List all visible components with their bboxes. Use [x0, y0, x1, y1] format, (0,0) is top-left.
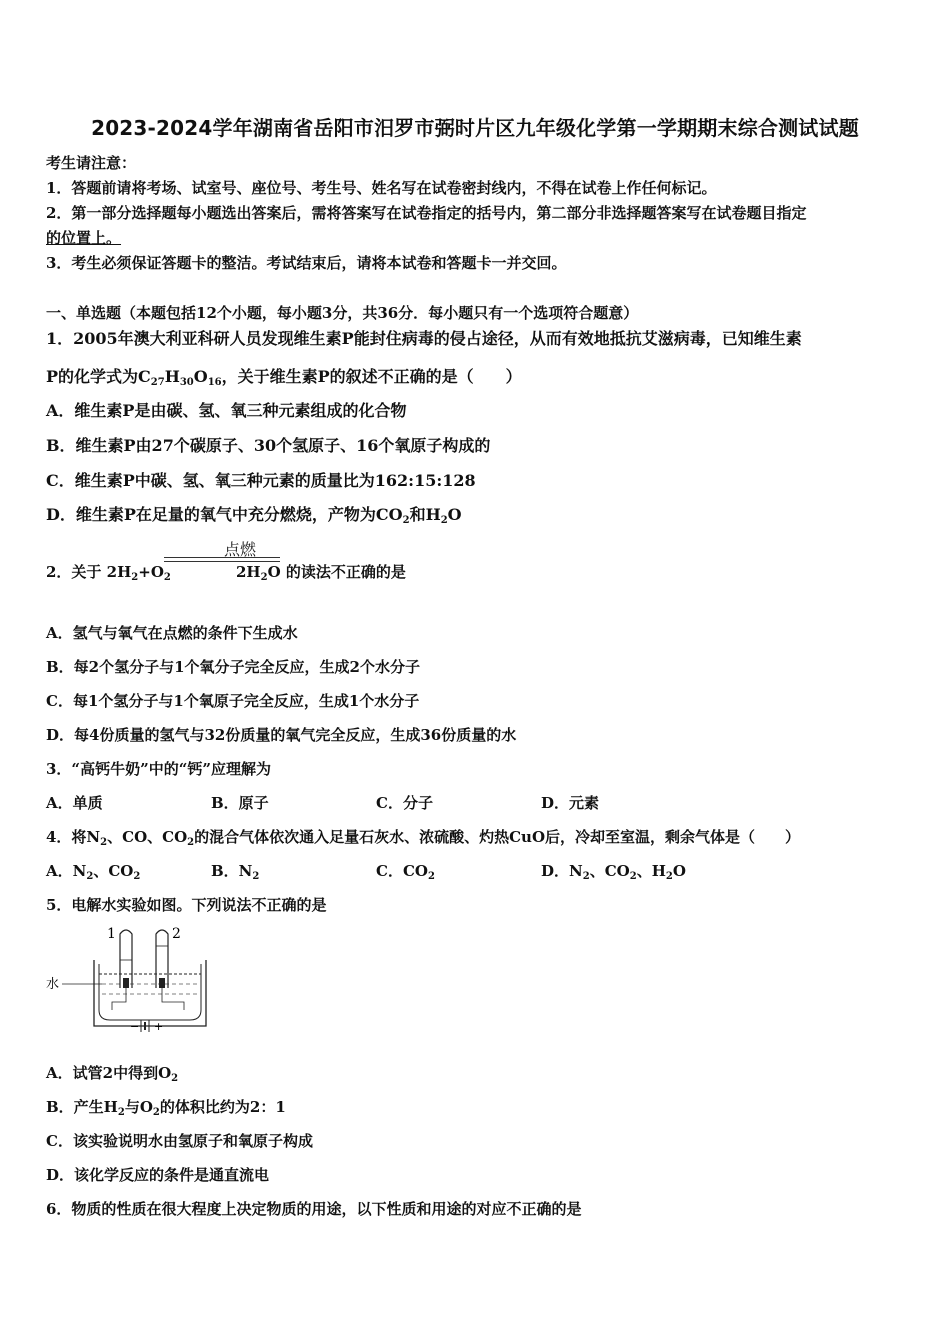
q4-stem-b: 、CO、CO — [107, 828, 188, 846]
basin-inner — [99, 964, 201, 1020]
q4-option-d — [541, 860, 686, 882]
electrode-2 — [159, 978, 165, 988]
notice-item-1: 1．答题前请将考场、试室号、座位号、考生号、姓名写在试卷密封线内，不得在试卷上作任何标记。 — [46, 179, 717, 197]
q4-option-a — [46, 860, 140, 882]
q5-option-c: C．该实验说明水由氢原子和氧原子构成 — [46, 1132, 313, 1150]
q5-stem: 5．电解水实验如图。下列说法不正确的是 — [46, 896, 327, 914]
q2-lhs-a: 2．关于 2H — [46, 563, 132, 581]
water-label: 水 — [46, 977, 60, 992]
q1-sub-o: 16 — [207, 377, 222, 388]
q2-option-c: C．每1个氢分子与1个氧原子完全反应，生成1个水分子 — [46, 692, 420, 710]
q4-a-b: 、CO — [93, 862, 134, 880]
q1-h: H — [164, 367, 180, 386]
notice-heading: 考生请注意： — [46, 154, 137, 172]
q1-option-d — [46, 502, 462, 526]
q4-d-d: O — [672, 862, 686, 880]
q4-stem-s2: 2 — [187, 837, 195, 848]
electrode-1 — [123, 978, 129, 988]
q4-option-c — [376, 860, 435, 882]
q1-d-sub1: 2 — [402, 515, 410, 526]
q5-b-c: 的体积比约为2：1 — [159, 1098, 286, 1116]
q4-stem-c: 的混合气体依次通入足量石灰水、浓硫酸、灼热CuO后，冷却至室温，剩余气体是（ ） — [194, 828, 801, 846]
q2-lhs-sub1: 2 — [131, 572, 139, 583]
q2-condition: 点燃 — [224, 540, 257, 559]
q1-d-a: D．维生素P在足量的氧气中充分燃烧，产物为CO — [46, 505, 403, 524]
q3-option-d: D．元素 — [541, 794, 600, 812]
q5-a-a: A．试管2中得到O — [46, 1064, 172, 1082]
q5-option-d: D．该化学反应的条件是通直流电 — [46, 1166, 270, 1184]
positive-sign: + — [154, 1020, 164, 1032]
q4-d-s1: 2 — [582, 871, 590, 882]
q4-a-a: A．N — [46, 862, 87, 880]
notice-item-3: 3．考生必须保证答题卡的整洁。考试结束后，请将本试卷和答题卡一并交回。 — [46, 254, 567, 272]
q4-option-b — [211, 860, 259, 882]
q2-rhs-sub: 2 — [260, 572, 268, 583]
q2-rhs — [236, 561, 406, 583]
q4-stem — [46, 826, 800, 848]
q4-b-a: B．N — [211, 862, 253, 880]
q4-d-c: 、H — [636, 862, 666, 880]
notice-item-2-cont — [46, 227, 121, 248]
q1-text-a: P的化学式为C — [46, 367, 151, 386]
q5-b-b: 与O — [124, 1098, 153, 1116]
q4-a-s1: 2 — [86, 871, 94, 882]
q4-d-b: 、CO — [589, 862, 630, 880]
q4-b-s: 2 — [252, 871, 260, 882]
q4-d-s3: 2 — [665, 871, 673, 882]
q5-b-a: B．产生H — [46, 1098, 118, 1116]
q2-option-b: B．每2个氢分子与1个氧分子完全反应，生成2个水分子 — [46, 658, 420, 676]
q3-option-b: B．原子 — [211, 794, 269, 812]
q2-lhs — [46, 561, 171, 583]
basin-outer — [94, 960, 206, 1026]
q5-option-a — [46, 1062, 178, 1084]
page-title: 2023-2024学年湖南省岳阳市汨罗市弼时片区九年级化学第一学期期末综合测试试题 — [91, 116, 859, 140]
q4-d-a: D．N — [541, 862, 583, 880]
q3-option-c: C．分子 — [376, 794, 433, 812]
q1-stem-line1: 1．2005年澳大利亚科研人员发现维生素P能封住病毒的侵占途径，从而有效地抵抗艾滋病毒，已知维生素 — [46, 329, 802, 348]
q5-option-b — [46, 1096, 286, 1118]
equals-line-top — [164, 557, 280, 558]
section-heading: 一、单选题（本题包括12个小题，每小题3分，共36分．每小题只有一个选项符合题意） — [46, 304, 639, 322]
wire-2 — [162, 988, 184, 1010]
notice-item-2: 2．第一部分选择题每小题选出答案后，需将答案写在试卷指定的括号内，第二部分非选择题答案写在试卷题目指定 — [46, 204, 807, 222]
q1-sub-c: 27 — [150, 377, 165, 388]
negative-sign: − — [130, 1020, 140, 1032]
q1-d-c: O — [447, 505, 462, 524]
q3-option-a: A．单质 — [46, 794, 103, 812]
q2-option-a: A．氢气与氧气在点燃的条件下生成水 — [46, 624, 298, 642]
q4-stem-a: 4．将N — [46, 828, 101, 846]
q5-b-s1: 2 — [117, 1107, 125, 1118]
wire-1 — [112, 988, 126, 1010]
q5-b-s2: 2 — [152, 1107, 160, 1118]
q2-rhs-b: O 的读法不正确的是 — [267, 563, 406, 581]
q1-option-b: B．维生素P由27个碳原子、30个氢原子、16个氧原子构成的 — [46, 436, 491, 455]
q1-d-sub2: 2 — [440, 515, 448, 526]
q2-reaction — [46, 537, 546, 597]
electrolysis-diagram — [44, 922, 214, 1032]
q4-a-s2: 2 — [133, 871, 141, 882]
q4-c-a: C．CO — [376, 862, 428, 880]
q4-c-s: 2 — [427, 871, 435, 882]
q1-text-b: ，关于维生素P的叙述不正确的是（ ） — [221, 367, 522, 386]
q1-option-c: C．维生素P中碳、氢、氧三种元素的质量比为162:15:128 — [46, 471, 476, 490]
q3-stem: 3．“高钙牛奶”中的“钙”应理解为 — [46, 760, 271, 778]
q5-a-s: 2 — [171, 1073, 179, 1084]
tube-label-2: 2 — [172, 926, 181, 942]
q1-d-b: 和H — [409, 505, 441, 524]
q4-stem-s1: 2 — [100, 837, 108, 848]
q6-stem: 6．物质的性质在很大程度上决定物质的用途，以下性质和用途的对应不正确的是 — [46, 1200, 582, 1218]
q2-option-d: D．每4份质量的氢气与32份质量的氧气完全反应，生成36份质量的水 — [46, 726, 517, 744]
notice-item-2-cont-text: 的位置上。 — [46, 229, 122, 247]
q1-o: O — [193, 367, 208, 386]
q2-lhs-b: +O — [138, 563, 164, 581]
q1-sub-h: 30 — [179, 377, 194, 388]
tube-label-1: 1 — [107, 926, 116, 942]
q4-d-s2: 2 — [629, 871, 637, 882]
q2-lhs-sub2: 2 — [163, 572, 171, 583]
q1-option-a: A．维生素P是由碳、氢、氧三种元素组成的化合物 — [46, 401, 407, 420]
q1-stem-line2 — [46, 364, 522, 388]
q2-rhs-a: 2H — [236, 563, 261, 581]
